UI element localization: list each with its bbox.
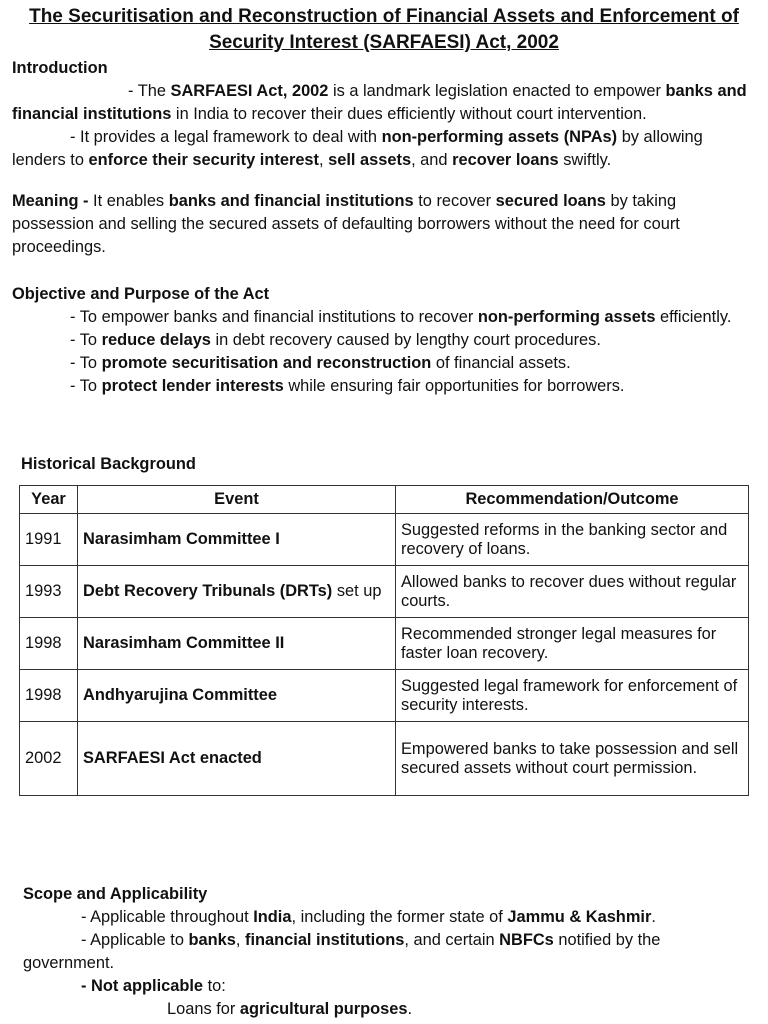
intro-paragraph-1: - The SARFAESI Act, 2002 is a landmark legislation enacted to empower banks and financial institutions in India to recover their dues efficiently without court intervention. bbox=[12, 82, 747, 123]
cell-year: 1998 bbox=[20, 670, 78, 722]
meaning-paragraph: Meaning - It enables banks and financial institutions to recover secured loans by taking possession and selling the secured assets of defaulting borrowers without the need for court proceedings. bbox=[12, 192, 680, 256]
cell-year: 1991 bbox=[20, 514, 78, 566]
cell-year: 1998 bbox=[20, 618, 78, 670]
meaning-section bbox=[12, 190, 752, 259]
table-row bbox=[20, 670, 749, 722]
history-table bbox=[19, 485, 749, 796]
cell-outcome: Recommended stronger legal measures for faster loan recovery. bbox=[396, 618, 749, 670]
objective-item-4: - To protect lender interests while ensuring fair opportunities for borrowers. bbox=[70, 377, 625, 395]
cell-outcome: Empowered banks to take possession and sell secured assets without court permission. bbox=[396, 722, 749, 796]
scope-item-3: - Not applicable to: bbox=[81, 977, 226, 995]
cell-event: SARFAESI Act enacted bbox=[78, 722, 396, 796]
cell-event: Narasimham Committee II bbox=[78, 618, 396, 670]
scope-item-1: - Applicable throughout India, including the former state of Jammu & Kashmir. bbox=[81, 908, 656, 926]
objective-heading: Objective and Purpose of the Act bbox=[12, 285, 270, 303]
introduction-section bbox=[12, 57, 752, 172]
cell-outcome: Allowed banks to recover dues without regular courts. bbox=[396, 566, 749, 618]
intro-paragraph-2: - It provides a legal framework to deal with non-performing assets (NPAs) by allowing lenders to enforce their security interest, sell assets, and recover loans swiftly. bbox=[12, 128, 703, 169]
table-row bbox=[20, 566, 749, 618]
history-heading: Historical Background bbox=[21, 455, 196, 473]
objective-item-1: - To empower banks and financial institutions to recover non-performing assets efficiently. bbox=[70, 308, 732, 326]
scope-section bbox=[23, 883, 753, 1021]
cell-outcome: Suggested reforms in the banking sector and recovery of loans. bbox=[396, 514, 749, 566]
objective-section bbox=[12, 283, 752, 398]
table-row bbox=[20, 618, 749, 670]
cell-event: Narasimham Committee I bbox=[78, 514, 396, 566]
objective-item-2: - To reduce delays in debt recovery caused by lengthy court procedures. bbox=[70, 331, 601, 349]
cell-event: Debt Recovery Tribunals (DRTs) set up bbox=[78, 566, 396, 618]
cell-year: 2002 bbox=[20, 722, 78, 796]
column-header-event: Event bbox=[78, 486, 396, 514]
column-header-outcome: Recommendation/Outcome bbox=[396, 486, 749, 514]
scope-item-4: Loans for agricultural purposes. bbox=[167, 1000, 413, 1018]
column-header-year: Year bbox=[20, 486, 78, 514]
cell-year: 1993 bbox=[20, 566, 78, 618]
cell-event: Andhyarujina Committee bbox=[78, 670, 396, 722]
table-header-row bbox=[20, 486, 749, 514]
scope-heading: Scope and Applicability bbox=[23, 885, 208, 903]
objective-item-3: - To promote securitisation and reconstruction of financial assets. bbox=[70, 354, 571, 372]
table-row bbox=[20, 514, 749, 566]
table-row bbox=[20, 722, 749, 796]
introduction-heading: Introduction bbox=[12, 59, 108, 77]
document-title: The Securitisation and Reconstruction of Financial Assets and Enforcement of Security Interest (SARFAESI) Act, 2002 bbox=[29, 6, 739, 53]
cell-outcome: Suggested legal framework for enforcement of security interests. bbox=[396, 670, 749, 722]
scope-item-2: - Applicable to banks, financial institutions, and certain NBFCs notified by the government. bbox=[23, 931, 661, 972]
history-heading-wrap bbox=[21, 453, 761, 476]
